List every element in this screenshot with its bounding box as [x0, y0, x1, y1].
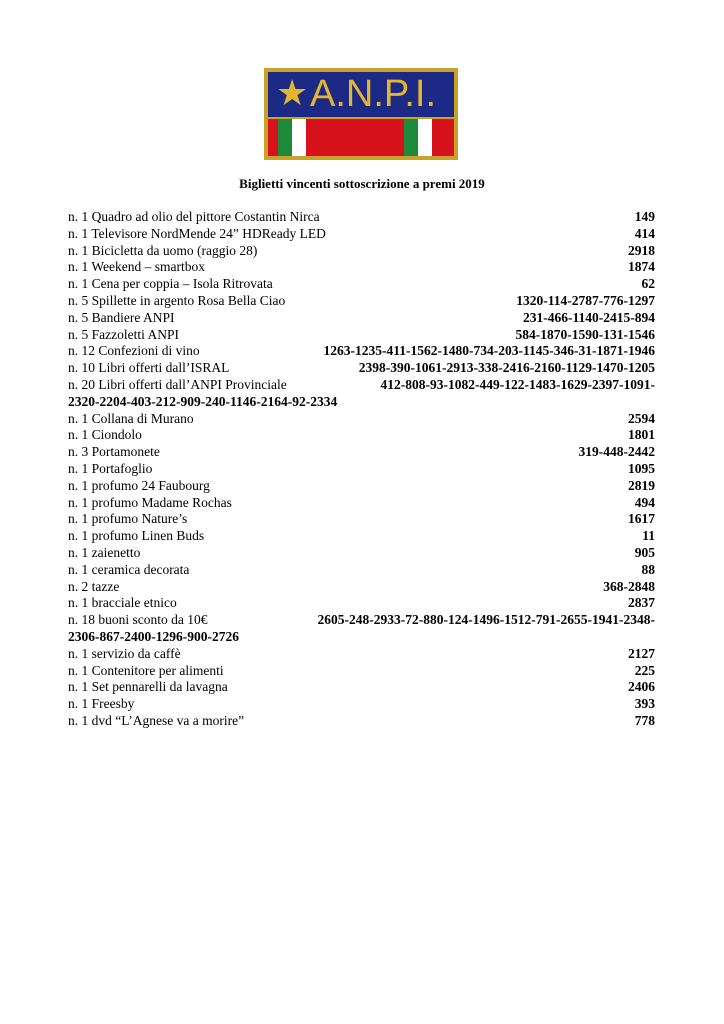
page-title: Biglietti vincenti sottoscrizione a premi 2019: [239, 176, 485, 191]
logo-flags: [268, 119, 454, 156]
prize-name: n. 1 Quadro ad olio del pittore Costantin Nirca: [68, 209, 320, 224]
list-item: [68, 209, 655, 226]
prize-name: n. 5 Fazzoletti ANPI: [68, 326, 179, 342]
prize-name: n. 5 Spillette in argento Rosa Bella Ciao: [68, 292, 286, 308]
winning-numbers: 2398-390-1061-2913-338-2416-2160-1129-1470-1205: [358, 360, 655, 376]
winning-numbers: 412-808-93-1082-449-122-1483-1629-2397-1091-: [380, 376, 655, 392]
winning-numbers: 2605-248-2933-72-880-124-1496-1512-791-2655-1941-2348-: [317, 612, 655, 628]
prize-name: n. 1 Weekend – smartbox: [68, 259, 206, 275]
prize-name: n. 1 dvd “L’Agnese va a morire”: [68, 712, 245, 728]
list-item: [68, 427, 655, 444]
winning-numbers: 2306-867-2400-1296-900-2726: [68, 628, 239, 644]
prize-name: n. 1 Ciondolo: [68, 427, 142, 443]
prize-name: n. 5 Bandiere ANPI: [68, 309, 175, 325]
winning-numbers: 2594: [628, 410, 655, 426]
winning-numbers: 778: [634, 712, 655, 728]
prize-name: n. 2 tazze: [68, 578, 120, 594]
list-item: [68, 259, 655, 276]
prize-name: n. 1 zaienetto: [68, 544, 141, 560]
winning-numbers: 2127: [628, 645, 655, 661]
winning-numbers: 2819: [628, 477, 655, 493]
list-item: [68, 713, 655, 730]
winning-numbers: 231-466-1140-2415-894: [523, 309, 655, 325]
italian-flag-left: [278, 119, 320, 156]
list-item: [68, 696, 655, 713]
prize-name: n. 1 Collana di Murano: [68, 410, 194, 426]
winning-numbers: 2837: [628, 595, 655, 611]
prize-name: n. 1 profumo Madame Rochas: [68, 494, 232, 510]
logo-banner: [268, 72, 454, 117]
star-icon: ★: [276, 73, 309, 114]
list-item: [68, 461, 655, 478]
winning-numbers: 2918: [628, 242, 655, 258]
prize-name: n. 3 Portamonete: [68, 444, 160, 460]
prize-name: n. 1 Portafoglio: [68, 460, 153, 476]
prize-name: n. 20 Libri offerti dall’ANPI Provinciale: [68, 376, 287, 392]
list-item: [68, 360, 655, 377]
list-item: [68, 511, 655, 528]
list-item: [68, 579, 655, 596]
winning-numbers: 494: [634, 494, 655, 510]
list-item: [68, 562, 655, 579]
winning-numbers: 149: [634, 209, 655, 224]
list-item: [68, 276, 655, 293]
winning-numbers: 88: [641, 561, 655, 577]
prize-name: n. 10 Libri offerti dall’ISRAL: [68, 360, 230, 376]
list-item: [68, 545, 655, 562]
prize-name: n. 1 servizio da caffè: [68, 645, 181, 661]
list-item: [68, 612, 655, 629]
winning-numbers: 11: [642, 528, 655, 544]
prize-name: n. 1 profumo Nature’s: [68, 511, 188, 527]
winning-numbers: 1095: [628, 460, 655, 476]
winning-numbers: 1320-114-2787-776-1297: [516, 292, 655, 308]
winning-numbers: 368-2848: [603, 578, 655, 594]
prize-list: [68, 209, 655, 730]
italian-flag-right: [404, 119, 446, 156]
prize-name: n. 1 ceramica decorata: [68, 561, 190, 577]
winning-numbers: 1617: [628, 511, 655, 527]
list-item: [68, 679, 655, 696]
winning-numbers: 1263-1235-411-1562-1480-734-203-1145-346-31-1871-1946: [323, 343, 655, 359]
list-item: [68, 478, 655, 495]
list-item: [68, 595, 655, 612]
anpi-logo: [264, 68, 458, 160]
list-item: [68, 293, 655, 310]
list-item: [68, 343, 655, 360]
logo-text: A.N.P.I.: [310, 73, 437, 115]
winning-numbers: 414: [634, 225, 655, 241]
list-item: [68, 327, 655, 344]
winning-numbers: 2320-2204-403-212-909-240-1146-2164-92-2334: [68, 393, 338, 409]
prize-name: n. 1 Bicicletta da uomo (raggio 28): [68, 242, 258, 258]
winning-numbers: 225: [634, 662, 655, 678]
list-item: [68, 411, 655, 428]
list-item: [68, 629, 655, 646]
prize-name: n. 1 Freesby: [68, 696, 135, 712]
list-item: [68, 243, 655, 260]
prize-name: n. 1 profumo Linen Buds: [68, 528, 205, 544]
winning-numbers: 62: [641, 276, 655, 292]
winning-numbers: 393: [634, 696, 655, 712]
prize-name: n. 18 buoni sconto da 10€: [68, 612, 208, 628]
prize-name: n. 1 Cena per coppia – Isola Ritrovata: [68, 276, 273, 292]
winning-numbers: 584-1870-1590-131-1546: [515, 326, 655, 342]
winning-numbers: 1801: [628, 427, 655, 443]
prize-name: n. 1 Televisore NordMende 24” HDReady LED: [68, 225, 326, 241]
prize-name: n. 12 Confezioni di vino: [68, 343, 200, 359]
winning-numbers: 905: [634, 544, 655, 560]
list-item: [68, 663, 655, 680]
prize-name: n. 1 Contenitore per alimenti: [68, 662, 224, 678]
list-item: [68, 377, 655, 394]
winning-numbers: 319-448-2442: [578, 444, 655, 460]
prize-name: n. 1 bracciale etnico: [68, 595, 177, 611]
prize-name: n. 1 Set pennarelli da lavagna: [68, 679, 228, 695]
list-item: [68, 310, 655, 327]
list-item: [68, 444, 655, 461]
list-item: [68, 528, 655, 545]
list-item: [68, 495, 655, 512]
winning-numbers: 2406: [628, 679, 655, 695]
list-item: [68, 646, 655, 663]
list-item: [68, 394, 655, 411]
winning-numbers: 1874: [628, 259, 655, 275]
list-item: [68, 226, 655, 243]
prize-name: n. 1 profumo 24 Faubourg: [68, 477, 210, 493]
